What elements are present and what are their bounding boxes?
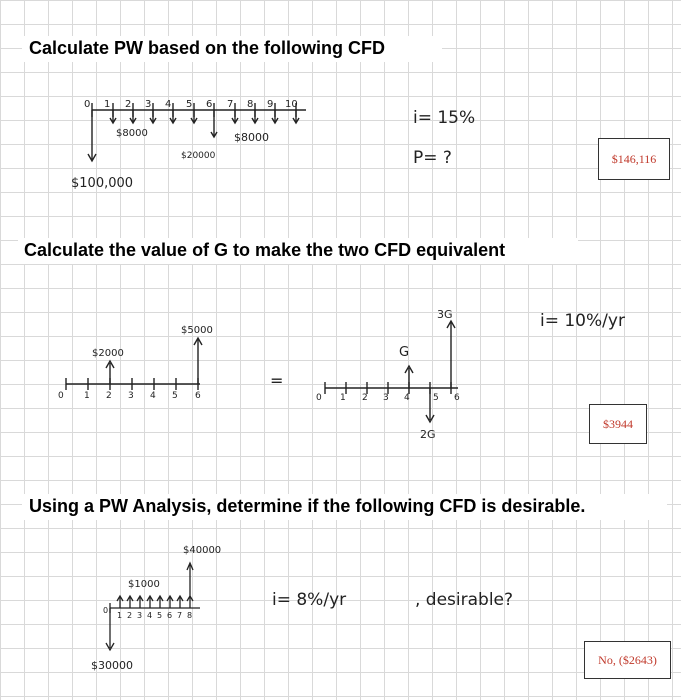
unknown-label: P= ?: [413, 148, 452, 168]
period-label: 5: [433, 393, 439, 403]
answer-value: $3944: [603, 416, 633, 431]
period-label: 2: [127, 611, 133, 620]
cash-flow-label: $20000: [181, 151, 216, 161]
cash-flow-label: G: [399, 345, 410, 360]
period-label: 10: [285, 99, 298, 110]
cash-flow-label: $1000: [128, 579, 160, 590]
problem-2-title: Calculate the value of G to make the two CFD equivalent: [21, 240, 508, 261]
answer-box-3: [584, 641, 671, 679]
period-label: 7: [227, 99, 234, 110]
answer-value: No, ($2643): [598, 652, 657, 667]
period-label: 1: [104, 99, 111, 110]
period-label: 2: [362, 393, 368, 403]
period-label: 8: [187, 611, 193, 620]
period-label: 6: [454, 393, 460, 403]
cash-flow-label: $5000: [181, 325, 213, 336]
period-label: 0: [103, 606, 109, 615]
period-label: 0: [58, 391, 64, 401]
interest-rate-label: i= 10%/yr: [540, 311, 625, 331]
period-label: 2: [106, 391, 112, 401]
period-label: 1: [340, 393, 346, 403]
period-label: 6: [195, 391, 201, 401]
interest-rate-label: i= 15%: [413, 108, 476, 128]
period-label: 0: [84, 99, 91, 110]
cash-flow-label: $8000: [116, 128, 148, 139]
cash-flow-label: 3G: [437, 308, 453, 321]
cash-flow-label: $40000: [183, 545, 222, 556]
answer-value: $146,116: [611, 151, 657, 166]
period-label: 8: [247, 99, 254, 110]
period-label: 5: [186, 99, 193, 110]
desirable-question: , desirable?: [415, 590, 514, 610]
cash-flow-label: $30000: [91, 659, 133, 672]
cash-flow-label: $100,000: [71, 176, 134, 191]
cash-flow-label: $2000: [92, 348, 124, 359]
period-label: 3: [137, 611, 143, 620]
period-label: 5: [157, 611, 163, 620]
problem-3-title: Using a PW Analysis, determine if the following CFD is desirable.: [26, 496, 588, 517]
period-label: 7: [177, 611, 183, 620]
period-label: 1: [84, 391, 90, 401]
period-label: 4: [165, 99, 172, 110]
period-label: 0: [316, 393, 322, 403]
period-label: 9: [267, 99, 274, 110]
cash-flow-label: $8000: [234, 131, 269, 144]
period-label: 4: [404, 393, 410, 403]
problem-1-title: Calculate PW based on the following CFD: [26, 38, 388, 59]
period-label: 1: [117, 611, 123, 620]
interest-rate-label: i= 8%/yr: [272, 590, 347, 610]
period-label: 2: [125, 99, 132, 110]
period-label: 6: [206, 99, 213, 110]
period-label: 3: [145, 99, 152, 110]
period-label: 4: [147, 611, 153, 620]
cash-flow-label: 2G: [420, 428, 436, 441]
period-label: 5: [172, 391, 178, 401]
period-label: 3: [128, 391, 134, 401]
period-label: 6: [167, 611, 173, 620]
period-label: 4: [150, 391, 156, 401]
equals-sign: =: [270, 371, 284, 390]
period-label: 3: [383, 393, 389, 403]
